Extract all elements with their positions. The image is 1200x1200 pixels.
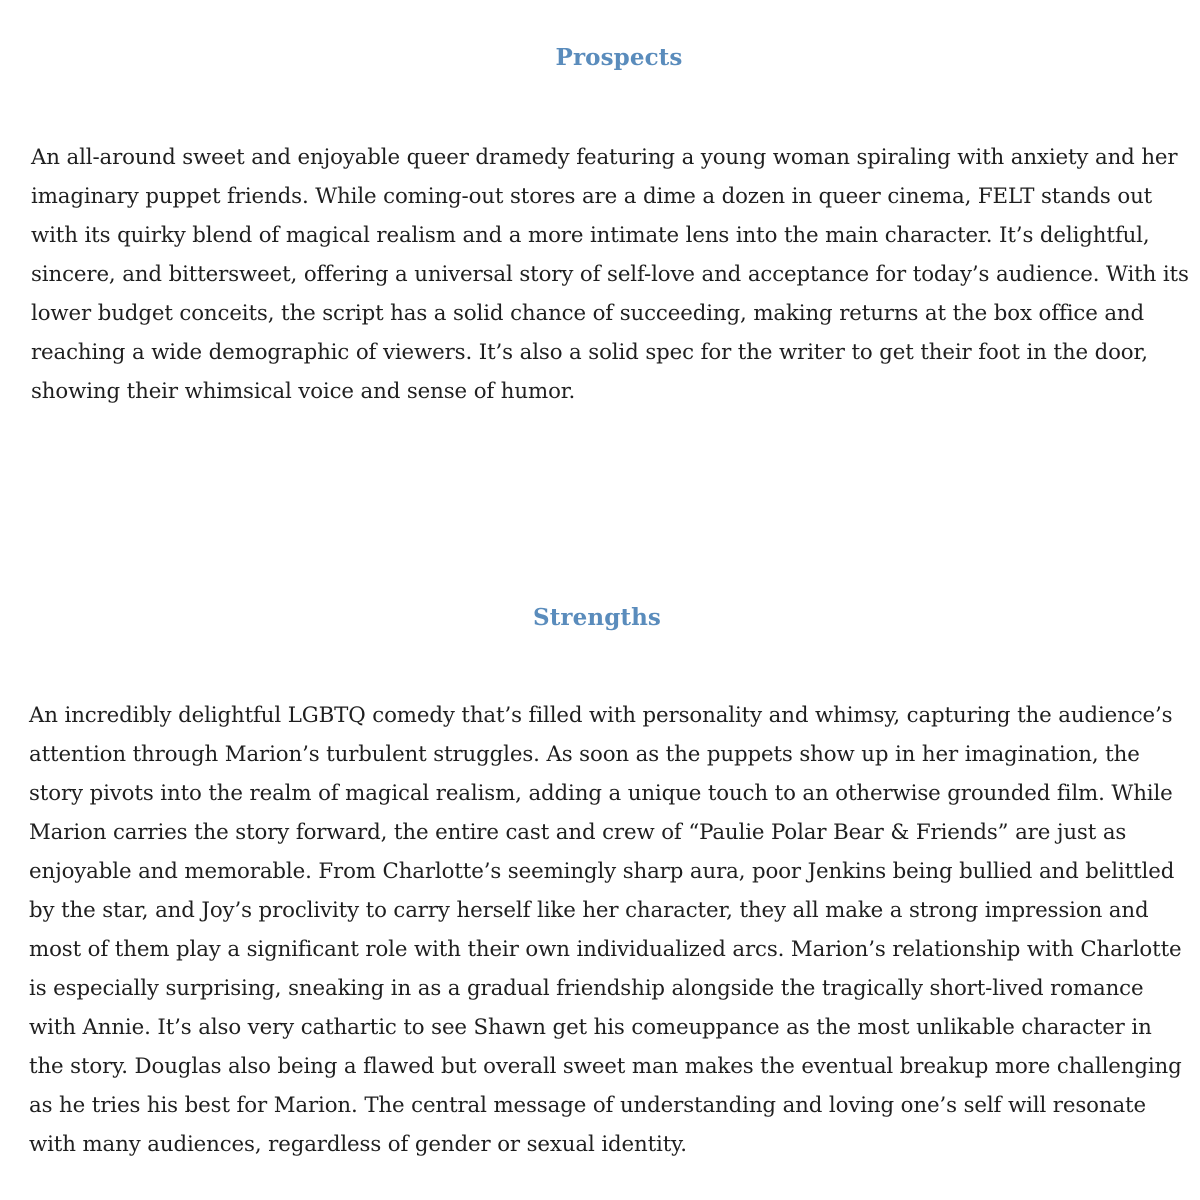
prospects-heading: Prospects	[555, 44, 683, 71]
strengths-heading: Strengths	[533, 604, 661, 631]
prospects-paragraph: An all-around sweet and enjoyable queer dramedy featuring a young woman spiraling with anxiety and her imaginary puppet friends. While coming-out stores are a dime a dozen in queer cinema, FELT stands out with its quirky blend of magical realism and a more intimate lens into the main character. It’s delightful, sincere, and bittersweet, offering a universal story of self-love and acceptance for today’s audience. With its lower budget conceits, the script has a solid chance of succeeding, making returns at the box office and reaching a wide demographic of viewers. It’s also a solid spec for the writer to get their foot in the door, showing their whimsical voice and sense of humor.	[31, 145, 1189, 404]
strengths-paragraph: An incredibly delightful LGBTQ comedy that’s filled with personality and whimsy, capturing the audience’s attention through Marion’s turbulent struggles. As soon as the puppets show up in her imagination, the story pivots into the realm of magical realism, adding a unique touch to an otherwise grounded film. While Marion carries the story forward, the entire cast and crew of “Paulie Polar Bear & Friends” are just as enjoyable and memorable. From Charlotte’s seemingly sharp aura, poor Jenkins being bullied and belittled by the star, and Joy’s proclivity to carry herself like her character, they all make a strong impression and most of them play a significant role with their own individualized arcs. Marion’s relationship with Charlotte is especially surprising, sneaking in as a gradual friendship alongside the tragically short-lived romance with Annie. It’s also very cathartic to see Shawn get his comeuppance as the most unlikable character in the story. Douglas also being a flawed but overall sweet man makes the eventual breakup more challenging as he tries his best for Marion. The central message of understanding and loving one’s self will resonate with many audiences, regardless of gender or sexual identity.	[29, 703, 1182, 1157]
